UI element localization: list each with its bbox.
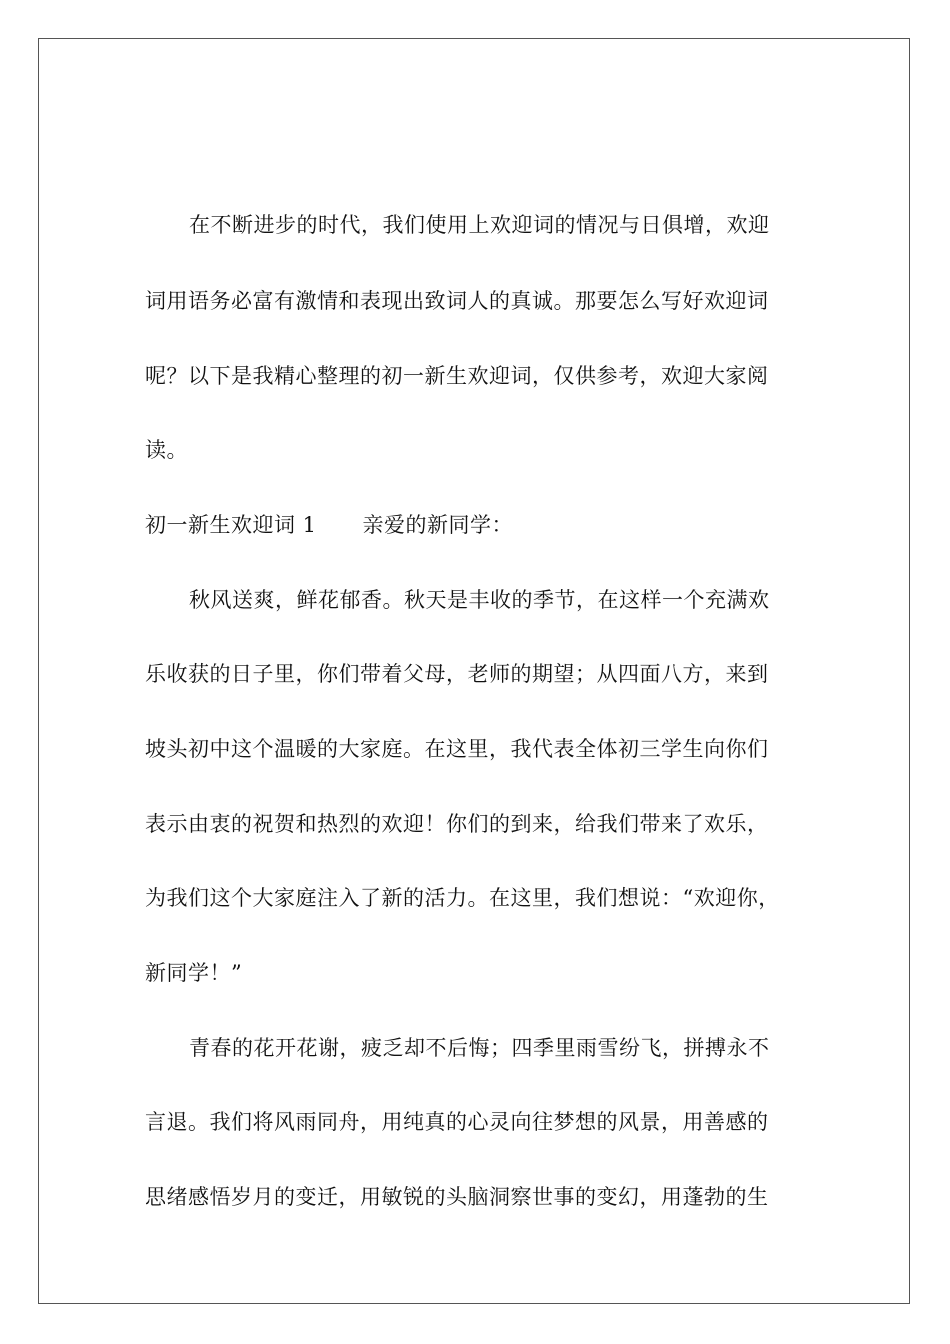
paragraph-line: 青春的花开花谢，疲乏却不后悔；四季里雨雪纷飞，拼搏永不: [189, 1036, 770, 1060]
paragraph-line: 言退。我们将风雨同舟，用纯真的心灵向往梦想的风景，用善感的: [145, 1110, 769, 1134]
paragraph-line: 乐收获的日子里，你们带着父母，老师的期望；从四面八方，来到: [145, 662, 769, 686]
paragraph-line: 呢？以下是我精心整理的初一新生欢迎词，仅供参考，欢迎大家阅: [145, 364, 769, 388]
paragraph-line: 词用语务必富有激情和表现出致词人的真诚。那要怎么写好欢迎词: [145, 289, 769, 313]
paragraph-line: 为我们这个大家庭注入了新的活力。在这里，我们想说：“欢迎你，: [145, 886, 780, 910]
paragraph-line: 在不断进步的时代，我们使用上欢迎词的情况与日俱增，欢迎: [189, 213, 770, 237]
section-heading: [145, 513, 513, 537]
salutation: 亲爱的新同学：: [362, 513, 514, 537]
paragraph-line: 秋风送爽，鲜花郁香。秋天是丰收的季节，在这样一个充满欢: [189, 588, 770, 612]
paragraph-line: 坡头初中这个温暖的大家庭。在这里，我代表全体初三学生向你们: [145, 737, 769, 761]
heading-title: 初一新生欢迎词 1: [145, 513, 317, 537]
paragraph-line: 读。: [145, 438, 188, 462]
paragraph-line: 思绪感悟岁月的变迁，用敏锐的头脑洞察世事的变幻，用蓬勃的生: [145, 1185, 769, 1209]
paragraph-line: 表示由衷的祝贺和热烈的欢迎！你们的到来，给我们带来了欢乐，: [145, 812, 769, 836]
paragraph-line: 新同学！”: [145, 961, 243, 985]
